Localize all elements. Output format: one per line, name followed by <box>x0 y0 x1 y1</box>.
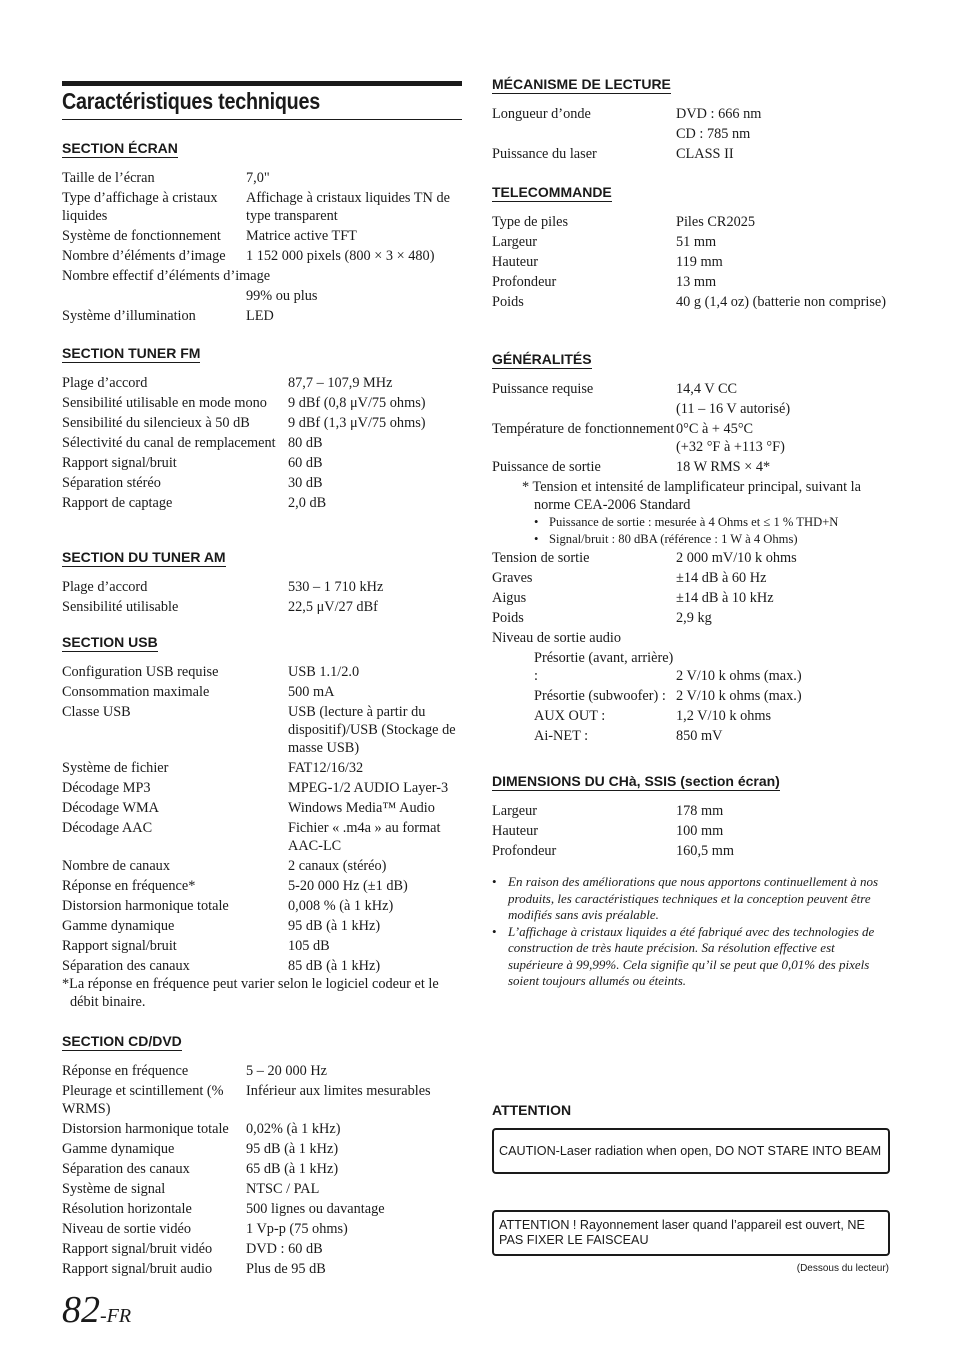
spec-row <box>62 1140 462 1158</box>
spec-label: Système de fonctionnement <box>62 228 221 244</box>
spec-value: 850 mV <box>676 728 723 744</box>
section-dims <box>492 772 890 860</box>
spec-label: Distorsion harmonique totale <box>62 898 229 914</box>
spec-row <box>62 169 462 187</box>
spec-row <box>62 1180 462 1198</box>
spec-label: Configuration USB requise <box>62 664 219 680</box>
audio-label: Niveau de sortie audio <box>492 630 622 646</box>
spec-row <box>62 1120 462 1138</box>
spec-label: Rapport signal/bruit vidéo <box>62 1241 213 1257</box>
bullet-icon: • <box>534 532 539 546</box>
spec-row <box>492 458 890 476</box>
spec-label: Rapport de captage <box>62 495 173 511</box>
spec-label: Séparation des canaux <box>62 1161 190 1177</box>
section-fm <box>62 344 462 512</box>
spec-label: Système de signal <box>62 1181 166 1197</box>
spec-value: 18 W RMS × 4* <box>676 459 771 475</box>
spec-row <box>62 578 462 596</box>
spec-value: 5 – 20 000 Hz <box>246 1063 328 1079</box>
gen-rows <box>492 380 890 476</box>
section-gen <box>492 350 890 745</box>
spec-label <box>492 125 676 143</box>
note-bullet <box>492 924 890 990</box>
spec-label: Décodage MP3 <box>62 780 151 796</box>
spec-label: Sensibilité utilisable <box>62 599 179 615</box>
spec-value: Piles CR2025 <box>676 214 756 230</box>
spec-label: Décodage WMA <box>62 800 159 816</box>
gen-rows <box>492 549 890 627</box>
meca-rows <box>492 105 890 163</box>
bullet-icon: • <box>492 874 497 889</box>
spec-label: Longueur d’onde <box>492 106 591 122</box>
spec-value: Matrice active TFT <box>246 228 357 244</box>
spec-row <box>492 145 890 163</box>
spec-label: Présortie (subwoofer) : <box>534 688 666 704</box>
spec-label: Décodage AAC <box>62 820 153 836</box>
note-text: En raison des améliorations que nous apportons continuellement à nos produits, les caractéristiques techniques et la conception peuvent être modifiés sans avis préalable. <box>508 874 879 922</box>
spec-row <box>492 589 890 607</box>
spec-value: 530 – 1 710 kHz <box>288 579 384 595</box>
spec-label: Pleurage et scintillement (% WRMS) <box>62 1083 224 1117</box>
spec-row <box>62 374 462 392</box>
spec-value: 95 dB (à 1 kHz) <box>246 1141 339 1157</box>
spec-label: Rapport signal/bruit <box>62 938 177 954</box>
spec-value: 2 canaux (stéréo) <box>288 858 387 874</box>
spec-row <box>62 779 462 797</box>
spec-row <box>62 759 462 777</box>
spec-label: Type de piles <box>492 214 569 230</box>
spec-value: 14,4 V CC <box>676 381 738 397</box>
spec-row <box>492 253 890 271</box>
spec-row <box>492 802 890 820</box>
bullet-icon: • <box>534 515 539 529</box>
spec-label: Réponse en fréquence <box>62 1063 189 1079</box>
spec-value: Fichier « .m4a » au format AAC-LC <box>288 820 441 854</box>
spec-value: ±14 dB à 60 Hz <box>676 570 767 586</box>
spec-label: Plage d’accord <box>62 375 148 391</box>
spec-value: Plus de 95 dB <box>246 1261 326 1277</box>
section-heading: SECTION DU TUNER AM <box>62 549 226 565</box>
spec-label: Graves <box>492 570 533 586</box>
usb-note: *La réponse en fréquence peut varier selon le logiciel codeur et le débit binaire. <box>62 976 439 1010</box>
spec-row <box>62 1082 462 1118</box>
spec-label: Rapport signal/bruit <box>62 455 177 471</box>
label-caption: (Dessous du lecteur) <box>796 1263 889 1274</box>
spec-row <box>492 213 890 231</box>
spec-row <box>62 394 462 412</box>
spec-row <box>492 707 890 725</box>
audio-rows <box>492 649 890 745</box>
spec-label <box>492 400 676 418</box>
spec-row <box>62 227 462 245</box>
spec-value: 7,0" <box>246 170 270 186</box>
spec-label: Consommation maximale <box>62 684 210 700</box>
spec-label: Largeur <box>492 803 537 819</box>
spec-value: 500 lignes ou davantage <box>246 1201 385 1217</box>
spec-value: 1 Vp-p (75 ohms) <box>246 1221 348 1237</box>
spec-row <box>492 293 890 311</box>
spec-label: AUX OUT : <box>534 708 606 724</box>
spec-row <box>62 819 462 855</box>
sub-note-1 <box>492 514 890 531</box>
spec-value: 2 V/10 k ohms (max.) <box>676 688 802 704</box>
spec-label: Tension de sortie <box>492 550 590 566</box>
spec-value: 95 dB (à 1 kHz) <box>288 918 381 934</box>
spec-row <box>492 105 890 123</box>
spec-value: 5-20 000 Hz (±1 dB) <box>288 878 408 894</box>
spec-value: 160,5 mm <box>676 843 734 859</box>
note-text: L’affichage à cristaux liquides a été fabriqué avec des technologies de construction de très haute précision. Sa résolution effective est supérieure à 99,99%. Cela signifie qu’il se peut que 0,01% des pixels soient toujours allumés ou éteints. <box>508 923 875 988</box>
spec-label: Sensibilité du silencieux à 50 dB <box>62 415 250 431</box>
spec-value: 0,02% (à 1 kHz) <box>246 1121 341 1137</box>
bullet-icon: • <box>492 923 497 939</box>
spec-row <box>492 687 890 705</box>
spec-value: USB (lecture à partir du dispositif)/USB (Stockage de masse USB) <box>288 704 456 756</box>
spec-value: 2,0 dB <box>288 495 327 511</box>
spec-value: 80 dB <box>288 435 323 451</box>
attention-heading: ATTENTION <box>492 1102 572 1118</box>
spec-value: 9 dBf (1,3 μV/75 ohms) <box>288 415 426 431</box>
spec-row <box>62 703 462 757</box>
spec-value: FAT12/16/32 <box>288 760 364 776</box>
spec-label: Résolution horizontale <box>62 1201 192 1217</box>
spec-row <box>62 1240 462 1258</box>
spec-value: 178 mm <box>676 803 724 819</box>
spec-value: 85 dB (à 1 kHz) <box>288 958 381 974</box>
notes <box>492 874 890 990</box>
section-am <box>62 548 462 616</box>
spec-value: 40 g (1,4 oz) (batterie non comprise) <box>676 294 887 310</box>
spec-value: DVD : 666 nm <box>676 106 762 122</box>
spec-value: 105 dB <box>288 938 330 954</box>
spec-label: Poids <box>492 610 524 626</box>
spec-label: Gamme dynamique <box>62 1141 175 1157</box>
spec-row <box>62 663 462 681</box>
spec-row <box>62 598 462 616</box>
spec-value: 2 V/10 k ohms (max.) <box>676 668 802 684</box>
spec-value: 0,008 % (à 1 kHz) <box>288 898 394 914</box>
spec-label: Séparation des canaux <box>62 958 190 974</box>
spec-row <box>62 957 462 975</box>
spec-value: Affichage à cristaux liquides TN de type transparent <box>246 190 450 224</box>
spec-label: Type d’affichage à cristaux liquides <box>62 190 218 224</box>
spec-row <box>62 1200 462 1218</box>
am-rows <box>62 578 462 616</box>
spec-label: Profondeur <box>492 274 557 290</box>
spec-label: Nombre de canaux <box>62 858 170 874</box>
section-tele <box>492 183 890 311</box>
spec-label: Puissance de sortie <box>492 459 601 475</box>
illum-row <box>62 307 462 325</box>
spec-row <box>62 857 462 875</box>
note-bullet <box>492 874 890 924</box>
spec-value: 60 dB <box>288 455 323 471</box>
fm-rows <box>62 374 462 512</box>
usb-rows <box>62 663 462 975</box>
spec-label: Distorsion harmonique totale <box>62 1121 229 1137</box>
spec-row <box>62 189 462 225</box>
spec-label: Gamme dynamique <box>62 918 175 934</box>
spec-label: Puissance requise <box>492 381 594 397</box>
spec-row <box>492 233 890 251</box>
spec-row <box>62 877 462 895</box>
illum-value: LED <box>246 308 274 324</box>
spec-label: Sélectivité du canal de remplacement <box>62 435 276 451</box>
page-number <box>62 1288 131 1332</box>
section-cd <box>62 1032 462 1278</box>
spec-label: Hauteur <box>492 254 539 270</box>
section-heading: SECTION USB <box>62 634 158 650</box>
spec-row <box>62 683 462 701</box>
spec-row <box>492 549 890 567</box>
spec-value: 100 mm <box>676 823 724 839</box>
spec-value: CLASS II <box>676 146 734 162</box>
spec-label: Ai-NET : <box>534 728 589 744</box>
spec-row <box>62 1062 462 1080</box>
spec-value: 65 dB (à 1 kHz) <box>246 1161 339 1177</box>
cd-rows <box>62 1062 462 1278</box>
spec-row <box>492 420 890 456</box>
section-heading: SECTION CD/DVD <box>62 1033 182 1049</box>
section-attention <box>492 1101 890 1119</box>
spec-row <box>62 474 462 492</box>
spec-row <box>492 649 890 685</box>
spec-row <box>62 1160 462 1178</box>
caution-label-en <box>492 1128 890 1174</box>
spec-value: (11 – 16 V autorisé) <box>676 401 791 417</box>
spec-label: Taille de l’écran <box>62 170 155 186</box>
page-title: Caractéristiques techniques <box>62 86 462 120</box>
spec-value: Windows Media™ Audio <box>288 800 435 816</box>
sub-note-text: Puissance de sortie : mesurée à 4 Ohms et ≤ 1 % THD+N <box>549 515 839 529</box>
spec-row <box>492 380 890 398</box>
illum-label: Système d’illumination <box>62 308 196 324</box>
spec-value: 1 152 000 pixels (800 × 3 × 480) <box>246 248 435 264</box>
spec-value: 500 mA <box>288 684 335 700</box>
spec-row <box>492 125 890 143</box>
section-ecran <box>62 139 462 325</box>
spec-row <box>62 247 462 265</box>
spec-value: 87,7 – 107,9 MHz <box>288 375 393 391</box>
tele-rows <box>492 213 890 311</box>
spec-row <box>492 842 890 860</box>
section-heading: GÉNÉRALITÉS <box>492 351 592 367</box>
spec-row <box>62 494 462 512</box>
spec-row <box>62 917 462 935</box>
spec-row <box>62 434 462 452</box>
spec-label: Sensibilité utilisable en mode mono <box>62 395 267 411</box>
spec-value: NTSC / PAL <box>246 1181 320 1197</box>
spec-value: 13 mm <box>676 274 717 290</box>
spec-label: Largeur <box>492 234 537 250</box>
spec-label: Niveau de sortie vidéo <box>62 1221 192 1237</box>
spec-value: 2 000 mV/10 k ohms <box>676 550 797 566</box>
spec-label: Hauteur <box>492 823 539 839</box>
spec-value: USB 1.1/2.0 <box>288 664 360 680</box>
spec-row <box>492 273 890 291</box>
effective-label: Nombre effectif d’éléments d’image <box>62 268 271 284</box>
spec-label: Rapport signal/bruit audio <box>62 1261 213 1277</box>
spec-value: ±14 dB à 10 kHz <box>676 590 774 606</box>
section-usb <box>62 633 462 1011</box>
spec-row <box>62 799 462 817</box>
spec-value: 119 mm <box>676 254 723 270</box>
section-heading: SECTION ÉCRAN <box>62 140 178 156</box>
spec-value: 1,2 V/10 k ohms <box>676 708 772 724</box>
spec-label: Température de fonctionnement <box>492 421 675 437</box>
spec-label: Puissance du laser <box>492 146 597 162</box>
spec-label: Plage d’accord <box>62 579 148 595</box>
spec-label: Poids <box>492 294 524 310</box>
spec-label: Nombre d’éléments d’image <box>62 248 226 264</box>
spec-value: 30 dB <box>288 475 323 491</box>
spec-label: Présortie (avant, arrière) : <box>534 650 674 684</box>
page-number-suffix: -FR <box>100 1305 132 1327</box>
caution-text: ATTENTION ! Rayonnement laser quand l’appareil est ouvert, NE PAS FIXER LE FAISCEAU <box>499 1218 865 1247</box>
spec-value: 22,5 μV/27 dBf <box>288 599 378 615</box>
spec-row <box>492 569 890 587</box>
spec-row <box>62 897 462 915</box>
spec-value: 2,9 kg <box>676 610 712 626</box>
spec-row <box>62 414 462 432</box>
spec-row <box>62 1260 462 1278</box>
caution-label-fr <box>492 1210 890 1256</box>
section-heading: TELECOMMANDE <box>492 184 612 200</box>
spec-label: Réponse en fréquence* <box>62 878 196 894</box>
caution-text: CAUTION-Laser radiation when open, DO NOT STARE INTO BEAM <box>499 1143 882 1158</box>
section-heading: DIMENSIONS DU CHà, SSIS (section écran) <box>492 773 780 789</box>
dims-rows <box>492 802 890 860</box>
spec-label: Profondeur <box>492 843 557 859</box>
spec-label: Classe USB <box>62 704 131 720</box>
spec-row <box>492 609 890 627</box>
spec-row <box>62 937 462 955</box>
spec-label: Séparation stéréo <box>62 475 161 491</box>
effective-value: 99% ou plus <box>246 288 318 304</box>
spec-row <box>492 727 890 745</box>
ecran-rows <box>62 169 462 265</box>
section-heading: MÉCANISME DE LECTURE <box>492 76 671 92</box>
star-note: * Tension et intensité de lamplificateur principal, suivant la norme CEA-2006 Standard <box>522 479 861 513</box>
spec-value: MPEG-1/2 AUDIO Layer-3 <box>288 780 449 796</box>
page-number-value: 82 <box>62 1289 100 1331</box>
spec-row <box>492 822 890 840</box>
spec-row <box>62 454 462 472</box>
spec-value: 9 dBf (0,8 μV/75 ohms) <box>288 395 426 411</box>
spec-row <box>62 1220 462 1238</box>
spec-value: 51 mm <box>676 234 717 250</box>
section-meca <box>492 75 890 163</box>
spec-value: DVD : 60 dB <box>246 1241 323 1257</box>
spec-value: CD : 785 nm <box>676 126 751 142</box>
spec-value: Inférieur aux limites mesurables <box>246 1083 431 1099</box>
spec-label: Aigus <box>492 590 527 606</box>
spec-row <box>492 400 890 418</box>
spec-label: Système de fichier <box>62 760 169 776</box>
spec-value: 0°C à + 45°C (+32 °F à +113 °F) <box>676 421 785 455</box>
sub-note-text: Signal/bruit : 80 dBA (référence : 1 W à 4 Ohms) <box>549 532 798 546</box>
sub-note-2 <box>492 531 890 548</box>
section-heading: SECTION TUNER FM <box>62 345 201 361</box>
